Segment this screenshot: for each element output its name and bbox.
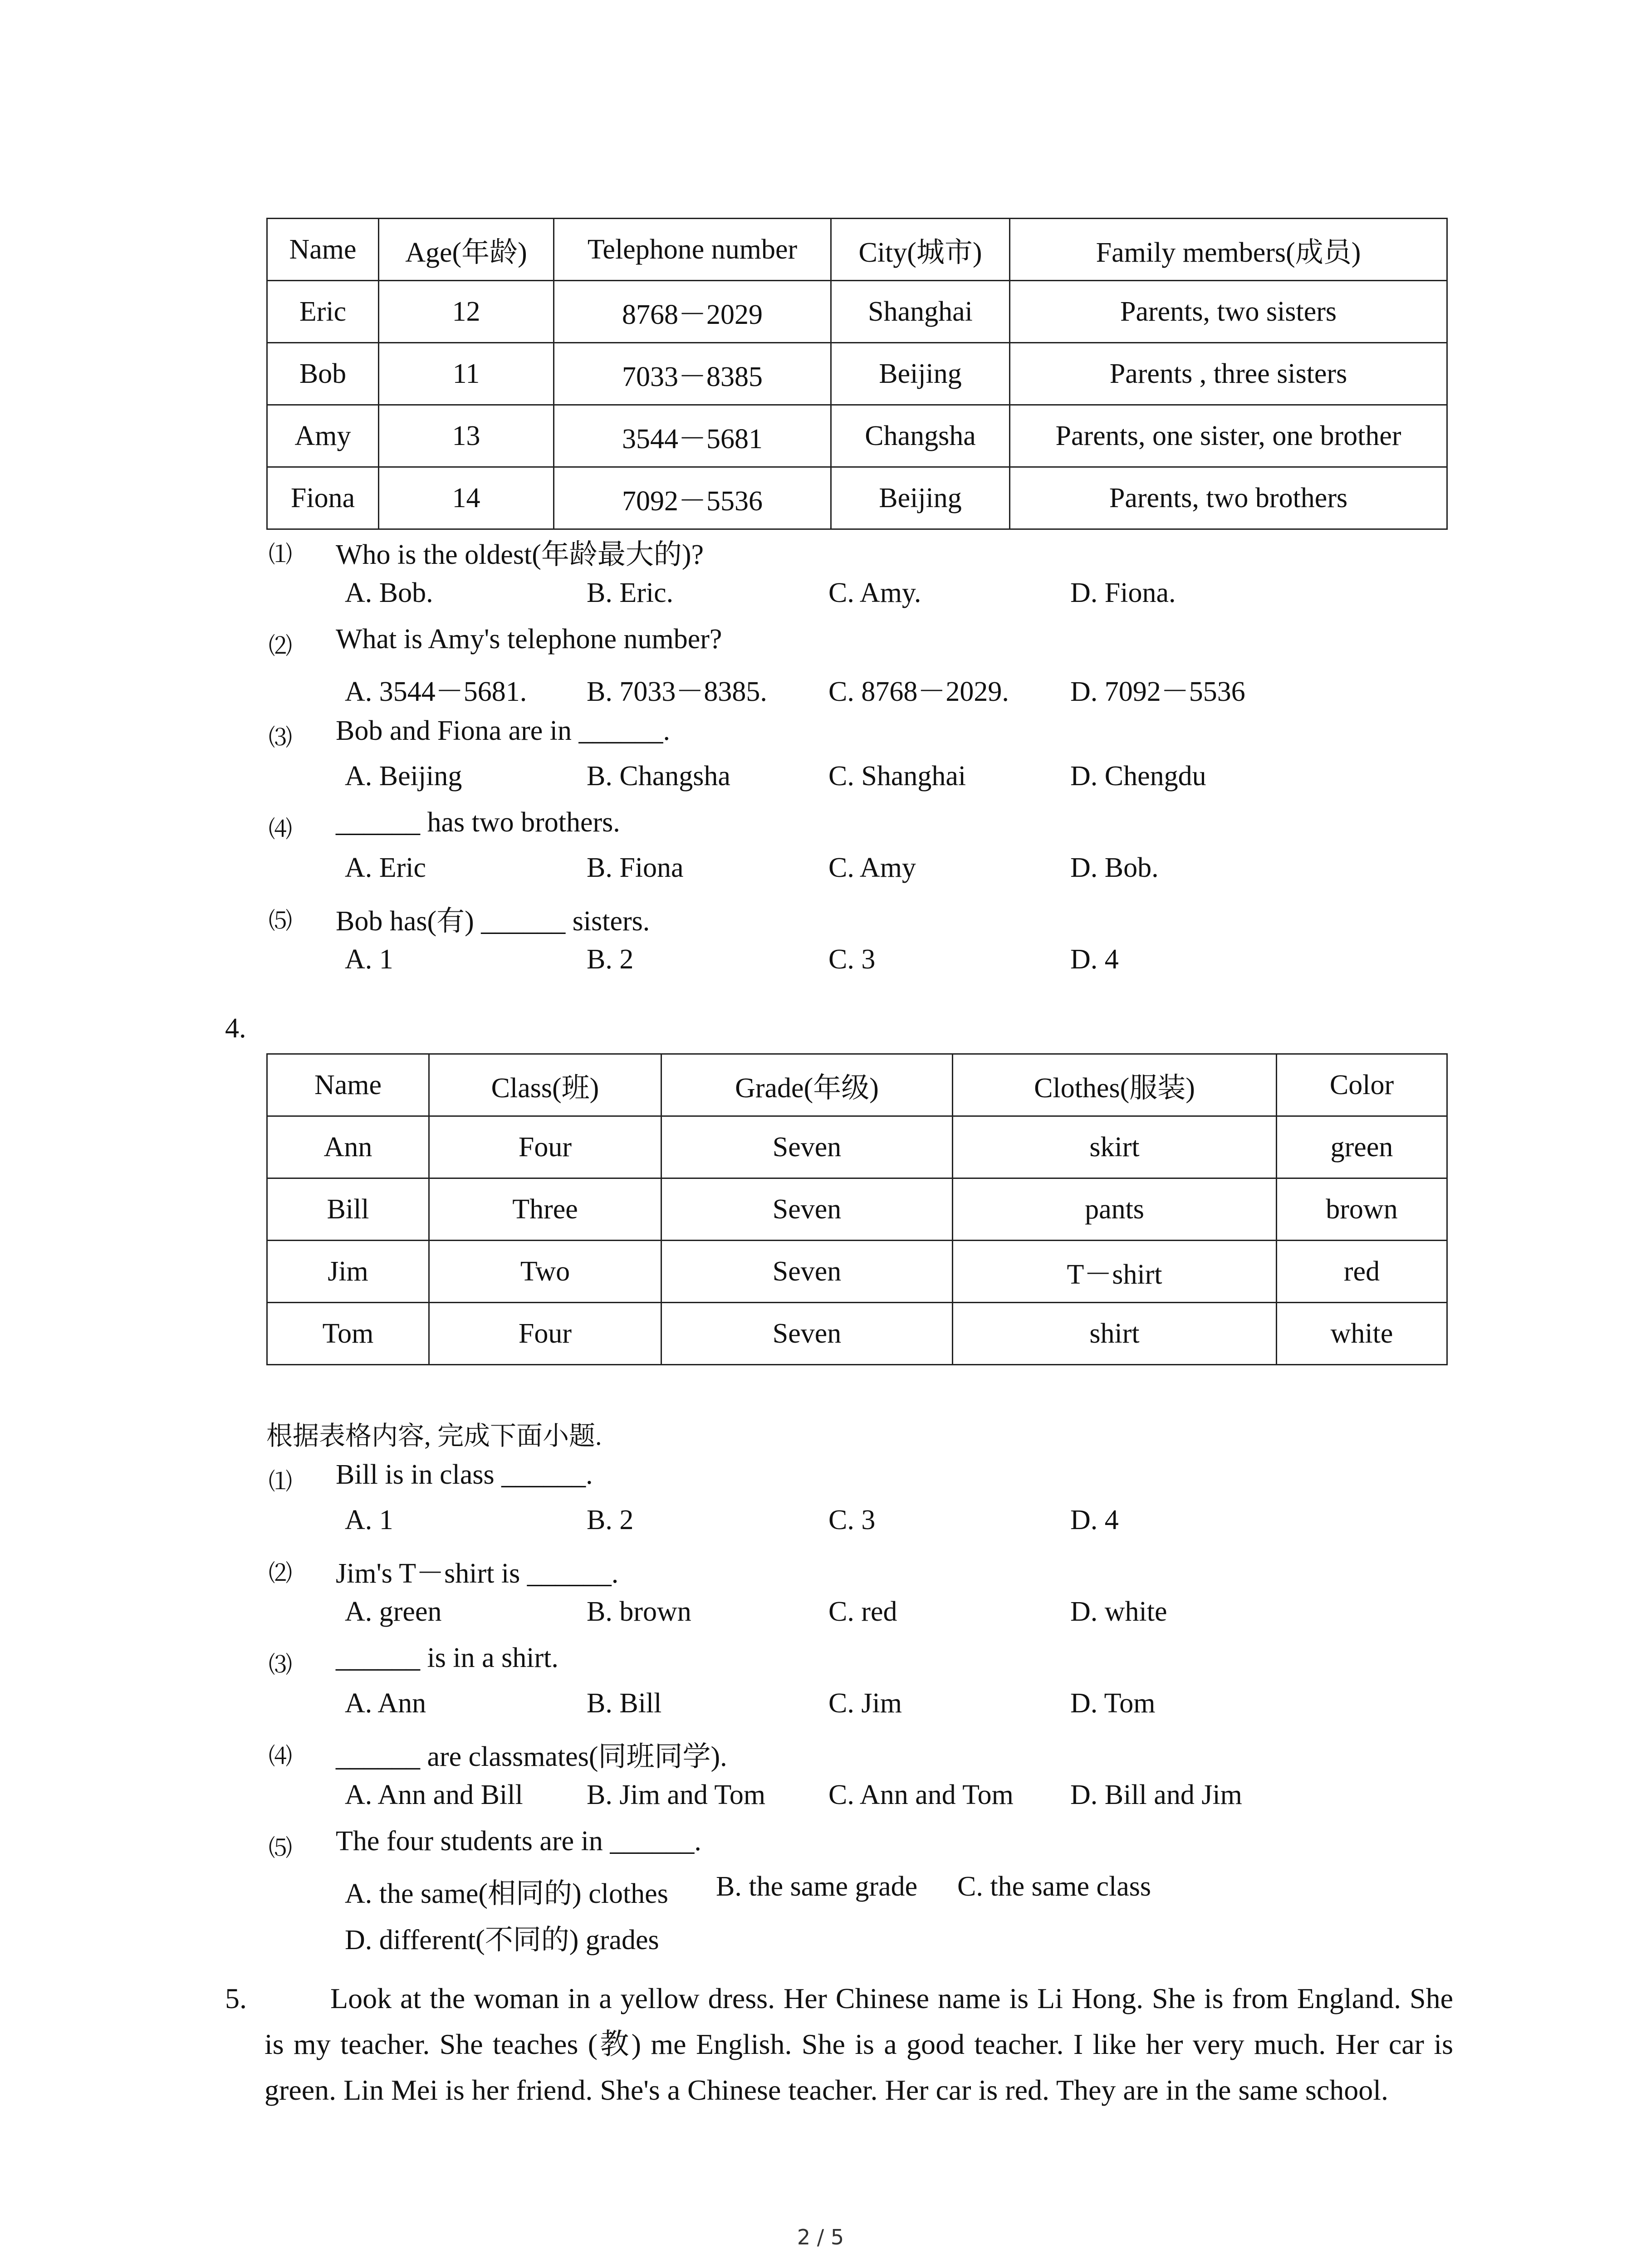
table-row [267,1303,1447,1365]
question-number: ⑷ [269,1743,293,1770]
option-b: B. Jim and Tom [587,1779,766,1810]
option-a: A. the same(相同的) clothes [345,1878,668,1909]
question-text: ______ are classmates(同班同学). [336,1741,727,1772]
question-text: What is Amy's telephone number? [336,624,722,655]
table-cell: Bob [267,343,379,405]
question-number: ⑶ [269,724,293,752]
option-b: B. 7033－8385. [587,676,767,707]
table-cell: white [1277,1303,1447,1365]
table-cell: green [1277,1116,1447,1178]
table-cell: Fiona [267,467,379,529]
table-cell: Tom [267,1303,429,1365]
question-text: ______ has two brothers. [336,807,620,838]
question-number: ⑴ [269,541,293,568]
option-b: B. 2 [587,944,634,975]
table-cell: Seven [661,1178,953,1241]
option-b: B. 2 [587,1505,634,1535]
instruction-text: 根据表格内容, 完成下面小题. [266,1421,602,1451]
option-b: B. Bill [587,1688,662,1719]
option-c: C. 8768－2029. [828,676,1009,707]
table-cell: 12 [379,281,554,343]
option-b: B. the same grade [716,1871,918,1902]
option-d: D. Bob. [1070,852,1159,883]
option-c: C. Amy [828,852,916,883]
table-cell: Shanghai [831,281,1010,343]
option-a: A. Ann and Bill [345,1779,523,1810]
section-number: 5. [225,1982,247,2014]
table-cell: Beijing [831,343,1010,405]
table-row [267,1116,1447,1178]
table-header-cell: Class(班) [429,1054,661,1116]
option-c: C. Shanghai [828,761,966,792]
option-a: A. Ann [345,1688,426,1719]
question-text: ______ is in a shirt. [336,1642,558,1673]
table-cell: Bill [267,1178,429,1241]
table-header-cell: City(城市) [831,219,1010,281]
table-cell: Jim [267,1241,429,1303]
table-row [267,467,1447,529]
question-number: ⑶ [269,1652,293,1679]
table-cell: 8768－2029 [554,281,831,343]
question-text: The four students are in ______. [336,1826,701,1857]
question-text: Who is the oldest(年龄最大的)? [336,539,704,570]
table-header-cell: Family members(成员) [1010,219,1447,281]
table-header-cell: Name [267,1054,429,1116]
table-cell: Parents, two sisters [1010,281,1447,343]
table-row [267,343,1447,405]
table-cell: red [1277,1241,1447,1303]
table-cell: Eric [267,281,379,343]
option-a: A. 1 [345,1505,393,1535]
reading-passage [265,1975,1453,2113]
table-cell: Seven [661,1303,953,1365]
table-cell: T－shirt [953,1241,1277,1303]
table-cell: skirt [953,1116,1277,1178]
table-header-cell: Color [1277,1054,1447,1116]
option-b: B. Fiona [587,852,684,883]
table-cell: 3544－5681 [554,405,831,467]
table-cell: Amy [267,405,379,467]
table-header-cell: Name [267,219,379,281]
option-a: A. Bob. [345,577,433,608]
table-cell: shirt [953,1303,1277,1365]
question-number: ⑵ [269,633,293,660]
option-b: B. Changsha [587,761,730,792]
option-a: A. 3544－5681. [345,676,527,707]
table-cell: Beijing [831,467,1010,529]
option-a: A. Eric [345,852,426,883]
table-cell: Seven [661,1241,953,1303]
table-cell: Three [429,1178,661,1241]
clothes-table [266,1053,1448,1365]
table-cell: 14 [379,467,554,529]
table-row [267,281,1447,343]
section-number: 4. [225,1013,246,1044]
table-row [267,405,1447,467]
option-a: A. 1 [345,944,393,975]
option-c: C. red [828,1596,897,1627]
info-table [266,218,1448,530]
table-cell: Ann [267,1116,429,1178]
option-c: C. 3 [828,944,876,975]
question-number: ⑴ [269,1468,293,1496]
question-number: ⑸ [269,1835,293,1862]
table-cell: Two [429,1241,661,1303]
table-cell: Four [429,1116,661,1178]
option-c: C. 3 [828,1505,876,1535]
question-text: Bob has(有) ______ sisters. [336,906,650,937]
table-cell: Parents , three sisters [1010,343,1447,405]
option-d: D. 7092－5536 [1070,676,1245,707]
option-d: D. Tom [1070,1688,1156,1719]
table-cell: Seven [661,1116,953,1178]
table-row [267,1241,1447,1303]
question-number: ⑷ [269,816,293,843]
option-c: C. Jim [828,1688,902,1719]
question-number: ⑸ [269,908,293,935]
option-d: D. white [1070,1596,1167,1627]
question-text: Jim's T－shirt is ______. [336,1558,619,1589]
page-number: 2 / 5 [797,2225,844,2249]
table-cell: 7092－5536 [554,467,831,529]
option-c: C. Amy. [828,577,921,608]
option-b: B. Eric. [587,577,674,608]
table-header-row [267,1054,1447,1116]
option-a: A. Beijing [345,761,462,792]
table-cell: 11 [379,343,554,405]
option-d: D. 4 [1070,1505,1119,1535]
option-c: C. the same class [957,1871,1151,1902]
option-d: D. Chengdu [1070,761,1206,792]
table-cell: brown [1277,1178,1447,1241]
table-row [267,1178,1447,1241]
option-d: D. Bill and Jim [1070,1779,1242,1810]
question-text: Bill is in class ______. [336,1459,593,1490]
table-cell: Changsha [831,405,1010,467]
table-cell: Parents, two brothers [1010,467,1447,529]
option-c: C. Ann and Tom [828,1779,1014,1810]
option-d: D. 4 [1070,944,1119,975]
table-header-cell: Grade(年级) [661,1054,953,1116]
option-d: D. Fiona. [1070,577,1176,608]
option-d: D. different(不同的) grades [345,1925,659,1955]
table-header-cell: Age(年龄) [379,219,554,281]
passage-text: Look at the woman in a yellow dress. Her Chinese name is Li Hong. She is from England. She is my teacher. She teaches (教) me English. She is a good teacher. I like her very much. Her car is green. Lin Mei is her friend. She's a Chinese teacher. Her car is red. They are in the same school. [265,1982,1453,2106]
option-b: B. brown [587,1596,691,1627]
table-cell: pants [953,1178,1277,1241]
question-text: Bob and Fiona are in ______. [336,715,671,746]
table-header-cell: Telephone number [554,219,831,281]
question-number: ⑵ [269,1560,293,1587]
table-cell: Parents, one sister, one brother [1010,405,1447,467]
option-a: A. green [345,1596,442,1627]
table-header-cell: Clothes(服装) [953,1054,1277,1116]
table-cell: 13 [379,405,554,467]
table-header-row [267,219,1447,281]
table-cell: Four [429,1303,661,1365]
table-cell: 7033－8385 [554,343,831,405]
